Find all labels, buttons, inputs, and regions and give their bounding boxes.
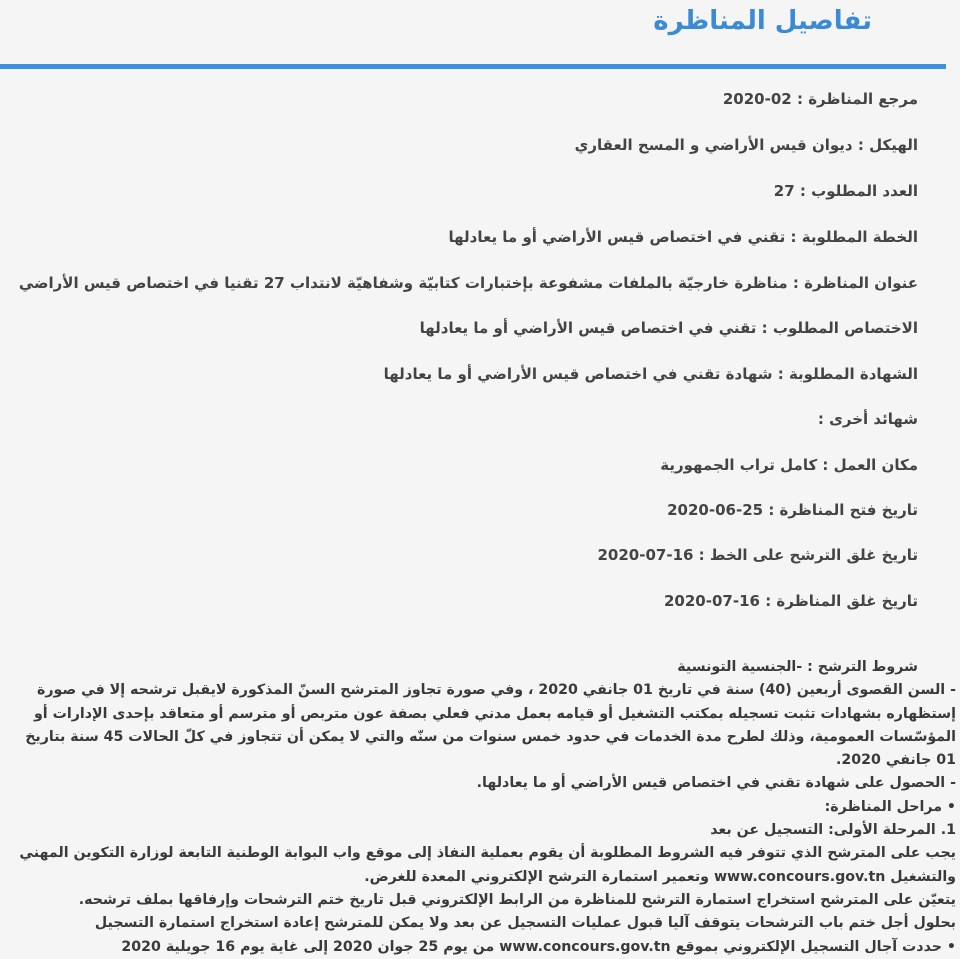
field-degree: الشهادة المطلوبة : شهادة تقني في اختصاص قيس الأراضي أو ما يعادلها (384, 365, 918, 383)
field-close-date: تاريخ غلق المناظرة : 16-07-2020 (664, 592, 918, 610)
field-online-close-date: تاريخ غلق الترشح على الخط : 16-07-2020 (597, 546, 918, 564)
field-specialty: الاختصاص المطلوب : تقني في اختصاص قيس الأراضي أو ما يعادلها (420, 319, 918, 337)
field-reference: مرجع المناظرة : 02-2020 (723, 90, 918, 108)
field-competition-title: عنوان المناظرة : مناظرة خارجيّة بالملفات مشفوعة بإختبارات كتابيّة وشفاهيّة لانتداب 27 تقنيا في اختصاص قيس الأراضي (19, 274, 918, 292)
page-title: تفاصيل المناظرة (653, 6, 872, 36)
stage-one-deadline-note: بحلول أجل ختم باب الترشحات يتوقف آليا قبول عمليات التسجيل عن بعد ولا يمكن للمترشح إعادة استخراج استمارة التسجيل (94, 915, 956, 932)
stage-one-heading: 1. المرحلة الأولى: التسجيل عن بعد (710, 822, 956, 839)
field-organization: الهيكل : ديوان قيس الأراضي و المسح العقاري (575, 136, 918, 154)
stages-heading: • مراحل المناظرة: (824, 798, 956, 815)
conditions-heading: شروط الترشح : -الجنسية التونسية (677, 659, 918, 675)
field-count: العدد المطلوب : 27 (774, 182, 918, 200)
field-open-date: تاريخ فتح المناظرة : 25-06-2020 (667, 501, 918, 519)
condition-degree: - الحصول على شهادة تقني في اختصاص قيس الأراضي أو ما يعادلها. (476, 775, 956, 792)
field-position: الخطة المطلوبة : تقني في اختصاص قيس الأراضي أو ما يعادلها (448, 228, 918, 246)
conditions-section (6, 656, 956, 959)
registration-period: • حددت آجال التسجيل الإلكتروني بموقع www.concours.gov.tn من يوم 25 جوان 2020 إلى غاية يوم 16 جويلية 2020 (121, 938, 956, 955)
stage-one-text: يجب على المترشح الذي تتوفر فيه الشروط المطلوبة أن يقوم بعملية النفاذ إلى موقع واب البوابة الوطنية التابعة لوزارة التكوين المهني والتشغيل www.concours.gov.tn وتعمير استمارة الترشح الإلكتروني المعدة للغرض. (19, 845, 956, 885)
condition-age: - السن القصوى أربعين (40) سنة في تاريخ 01 جانفي 2020 ، وفي صورة تجاوز المترشح السنّ المذكورة لايقبل ترشحه إلا في صورة إستظهاره بشهادات تثبت تسجيله بمكتب التشغيل أو قيامه بعمل مدني فعلي بصفة عون متربص أو مترسم أو متعاقد بإحدى الإدارات أو المؤسّسات العمومية، وذلك لطرح مدة الخدمات في حدود خمس سنوات من سنّه والتي لا يمكن أن تتجاوز في كلّ الحالات 45 سنة بتاريخ 01 جانفي 2020. (25, 682, 956, 769)
field-other-degrees: شهائد أخرى : (818, 410, 918, 428)
field-workplace: مكان العمل : كامل تراب الجمهورية (660, 456, 918, 474)
title-divider (0, 64, 946, 69)
stage-one-extract-note: يتعيّن على المترشح استخراج استمارة الترشح للمناظرة من الرابط الإلكتروني قبل تاريخ ختم الترشحات وإرفاقها بملف ترشحه. (78, 891, 956, 908)
